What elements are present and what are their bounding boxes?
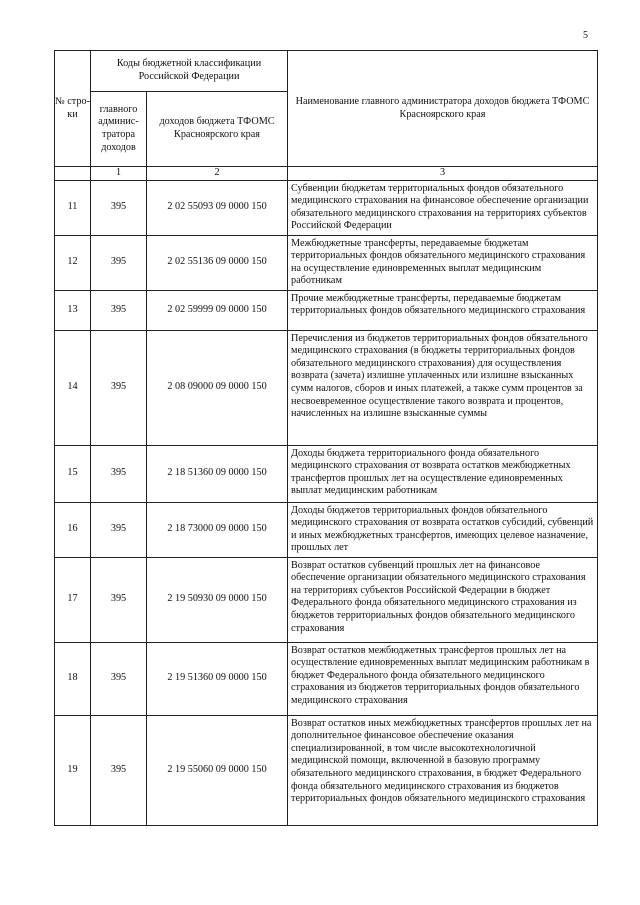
row-number: 18 xyxy=(55,642,91,715)
column-index-row xyxy=(55,167,598,181)
table-row xyxy=(55,235,598,290)
income-code: 2 02 55093 09 0000 150 xyxy=(147,180,288,235)
table-row xyxy=(55,642,598,715)
income-name: Перечисления из бюджетов территориальных фондов обязательного медицинского страхования (в бюджеты территориальных фондов обязательного медицинского страхования) для осуществления возврата (зачета) излишне уплаченных или излишне взысканных сумм налогов, сборов и иных платежей, а также сумм процентов за несвоевременное осуществление такого возврата и процентов, начисленных на излишне взысканные суммы xyxy=(288,330,598,445)
row-number: 14 xyxy=(55,330,91,445)
admin-code: 395 xyxy=(91,445,147,502)
income-code: 2 18 51360 09 0000 150 xyxy=(147,445,288,502)
income-code: 2 19 50930 09 0000 150 xyxy=(147,557,288,642)
header-income-code: доходов бюджета ТФОМС Красноярского края xyxy=(147,92,288,167)
column-index: 1 xyxy=(91,167,147,181)
column-index: 2 xyxy=(147,167,288,181)
row-number: 13 xyxy=(55,290,91,330)
income-name: Доходы бюджета территориального фонда обязательного медицинского страхования от возврата остатков межбюджетных трансфертов прошлых лет на осуществление единовременных выплат медицинским работникам xyxy=(288,445,598,502)
budget-codes-table xyxy=(54,50,598,826)
income-code: 2 02 55136 09 0000 150 xyxy=(147,235,288,290)
row-number: 16 xyxy=(55,502,91,557)
income-name: Возврат остатков субвенций прошлых лет на финансовое обеспечение организации обязательного медицинского страхования на территориях субъектов Российской Федерации в бюджет Федерального фонда обязательного медицинского страхования из бюджетов территориальных фондов обязательного медицинского страхования xyxy=(288,557,598,642)
table-row xyxy=(55,180,598,235)
row-number: 19 xyxy=(55,715,91,825)
row-number: 15 xyxy=(55,445,91,502)
income-code: 2 02 59999 09 0000 150 xyxy=(147,290,288,330)
income-code: 2 18 73000 09 0000 150 xyxy=(147,502,288,557)
header-main-administrator: главного админис-тратора доходов xyxy=(91,92,147,167)
income-name: Доходы бюджетов территориальных фондов обязательного медицинского страхования от возврата остатков субсидий, субвенций и иных межбюджетных трансфертов, имеющих целевое назначение, прошлых лет xyxy=(288,502,598,557)
row-number: 11 xyxy=(55,180,91,235)
admin-code: 395 xyxy=(91,502,147,557)
income-name: Прочие межбюджетные трансферты, передаваемые бюджетам территориальных фондов обязательного медицинского страхования xyxy=(288,290,598,330)
income-name: Субвенции бюджетам территориальных фондов обязательного медицинского страхования на финансовое обеспечение организации обязательного медицинского страхования на территориях субъектов Российской Федерации xyxy=(288,180,598,235)
table-row xyxy=(55,715,598,825)
admin-code: 395 xyxy=(91,180,147,235)
income-code: 2 19 51360 09 0000 150 xyxy=(147,642,288,715)
admin-code: 395 xyxy=(91,557,147,642)
income-name: Возврат остатков межбюджетных трансфертов прошлых лет на осуществление единовременных выплат медицинским работникам в бюджет Федерального фонда обязательного медицинского страхования из бюджетов территориальных фондов обязательного медицинского страхования xyxy=(288,642,598,715)
table-row xyxy=(55,557,598,642)
header-administrator-name: Наименование главного администратора доходов бюджета ТФОМС Красноярского края xyxy=(288,51,598,167)
table-row xyxy=(55,445,598,502)
income-name: Возврат остатков иных межбюджетных трансфертов прошлых лет на дополнительное финансовое обеспечение оказания специализированной, в том числе высокотехнологичной медицинской помощи, включенной в базовую программу обязательного медицинского страхования, в бюджет Федерального фонда обязательного медицинского страхования из бюджетов территориальных фондов обязательного медицинского страхования xyxy=(288,715,598,825)
row-number: 17 xyxy=(55,557,91,642)
admin-code: 395 xyxy=(91,715,147,825)
table-row xyxy=(55,330,598,445)
admin-code: 395 xyxy=(91,642,147,715)
admin-code: 395 xyxy=(91,235,147,290)
table-row xyxy=(55,290,598,330)
header-classification-codes: Коды бюджетной классификации Российской Федерации xyxy=(91,51,288,92)
row-number: 12 xyxy=(55,235,91,290)
table-row xyxy=(55,502,598,557)
admin-code: 395 xyxy=(91,290,147,330)
admin-code: 395 xyxy=(91,330,147,445)
page-number: 5 xyxy=(583,30,588,41)
income-code: 2 19 55060 09 0000 150 xyxy=(147,715,288,825)
column-index: 3 xyxy=(288,167,598,181)
income-name: Межбюджетные трансферты, передаваемые бюджетам территориальных фондов обязательного медицинского страхования на осуществление единовременных выплат медицинским работникам xyxy=(288,235,598,290)
income-code: 2 08 09000 09 0000 150 xyxy=(147,330,288,445)
header-row-number: № стро-ки xyxy=(55,51,91,167)
